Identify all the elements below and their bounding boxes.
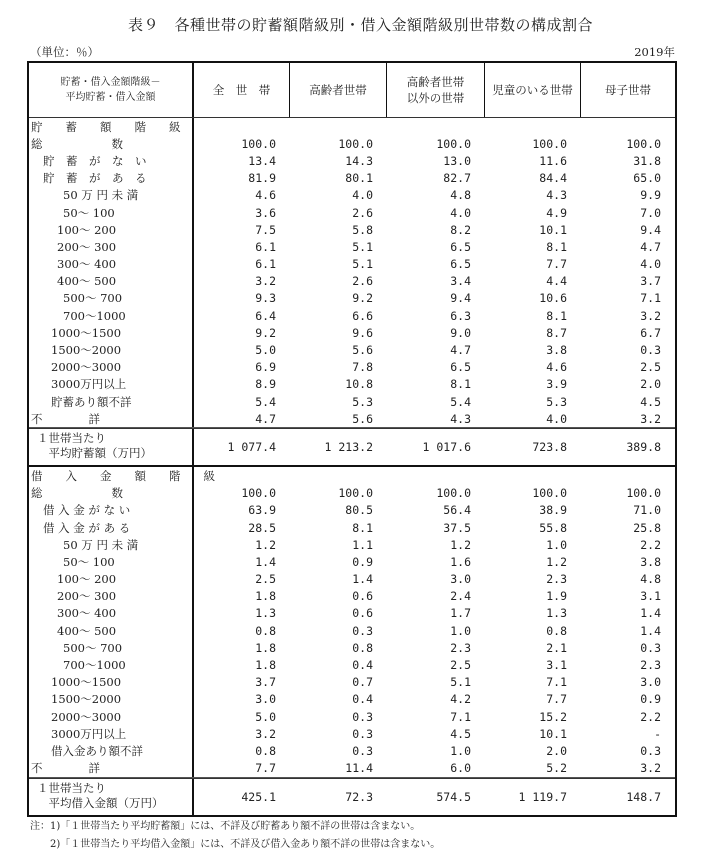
table-row: [29, 238, 675, 255]
section-heading: 借 入 金 額 階 級: [31, 468, 215, 483]
table-row: [29, 519, 675, 536]
table-row: [29, 135, 675, 152]
cell-value: 4.9: [546, 205, 567, 220]
cell-value: 4.5: [450, 726, 471, 741]
table-row: [29, 656, 675, 673]
cell-value: 3.7: [255, 675, 276, 690]
row-label: 400～ 500: [29, 622, 194, 639]
table-row: [29, 307, 675, 324]
table-row: [29, 571, 675, 588]
cell-value: 9.2: [255, 325, 276, 340]
row-label: 3000万円以上: [29, 376, 194, 393]
table-row: [29, 341, 675, 358]
cell-value: 7.7: [255, 761, 276, 776]
row-label: 300～ 400: [29, 605, 194, 622]
row-label: 200～ 300: [29, 238, 194, 255]
footnote-1: 注：1)「１世帯当たり平均貯蓄額」には、不詳及び貯蓄あり額不詳の世帯は含まない。: [30, 821, 421, 832]
cell-value: 81.9: [248, 171, 276, 186]
table-row: [29, 742, 675, 759]
cell-value: 2.2: [640, 709, 661, 724]
table-row: [29, 376, 675, 393]
cell-value: 8.1: [450, 377, 471, 392]
cell-value: 0.9: [352, 554, 373, 569]
row-label: 1000～1500: [29, 674, 194, 691]
average-value: 148.7: [626, 789, 661, 804]
cell-value: 13.4: [248, 153, 276, 168]
section-heading: 貯 蓄 額 階 級: [29, 118, 194, 135]
cell-value: 6.7: [640, 325, 661, 340]
cell-value: 80.5: [345, 503, 373, 518]
cell-value: 3.6: [255, 205, 276, 220]
cell-value: 3.2: [255, 726, 276, 741]
row-label: 借入金あり額不詳: [29, 742, 194, 759]
row-label: 300～ 400: [29, 256, 194, 273]
cell-value: 5.6: [352, 343, 373, 358]
row-header-line1: 貯蓄・借入金額階級－: [60, 77, 161, 88]
table-row: [29, 639, 675, 656]
cell-value: 0.6: [352, 606, 373, 621]
cell-value: 4.7: [450, 343, 471, 358]
cell-value: 10.1: [539, 222, 567, 237]
table-row: [29, 708, 675, 725]
cell-value: 15.2: [539, 709, 567, 724]
cell-value: 5.0: [255, 343, 276, 358]
cell-value: 9.6: [352, 325, 373, 340]
cell-value: 4.5: [640, 394, 661, 409]
table-row: [29, 187, 675, 204]
col-header-label: 児童のいる世帯: [492, 83, 573, 97]
cell-value: 4.7: [640, 239, 661, 254]
cell-value: 1.8: [255, 640, 276, 655]
cell-value: 2.2: [640, 537, 661, 552]
cell-value: 7.7: [546, 257, 567, 272]
cell-value: 4.4: [546, 274, 567, 289]
average-value: 574.5: [436, 789, 471, 804]
table-row: [29, 273, 675, 290]
cell-value: 0.7: [352, 675, 373, 690]
average-value: 1 077.4: [227, 440, 276, 455]
row-label: 1500～2000: [29, 691, 194, 708]
cell-value: 1.7: [450, 606, 471, 621]
cell-value: 0.8: [255, 623, 276, 638]
row-header-line2: 平均貯蓄・借入金額: [65, 92, 156, 103]
footnote-2: 2)「１世帯当たり平均借入金額」には、不詳及び借入金あり額不詳の世帯は含まない。: [50, 839, 441, 850]
cell-value: 1.2: [450, 537, 471, 552]
cell-value: 1.3: [255, 606, 276, 621]
cell-value: 3.2: [640, 761, 661, 776]
cell-value: 3.4: [450, 274, 471, 289]
row-label: 700～1000: [29, 656, 194, 673]
row-label: 2000～3000: [29, 708, 194, 725]
cell-value: 2.5: [450, 658, 471, 673]
cell-value: 7.1: [546, 675, 567, 690]
table-row: [29, 410, 675, 428]
row-label: 200～ 300: [29, 588, 194, 605]
row-label: 貯蓄あり額不詳: [29, 393, 194, 410]
cell-value: 5.0: [255, 709, 276, 724]
cell-value: 5.6: [352, 411, 373, 426]
cell-value: 1.0: [450, 623, 471, 638]
table-row: [29, 359, 675, 376]
average-label: １世帯当たり 平均借入金額（万円）: [29, 779, 194, 815]
row-label: 貯 蓄 が な い: [29, 152, 194, 169]
cell-value: 100.0: [436, 486, 471, 501]
average-row: [29, 428, 675, 465]
cell-value: 3.9: [546, 377, 567, 392]
savings-section: [29, 118, 675, 467]
cell-value: 100.0: [532, 136, 567, 151]
row-label: 貯 蓄 が あ る: [29, 170, 194, 187]
row-label: 700～1000: [29, 307, 194, 324]
row-label: 500～ 700: [29, 639, 194, 656]
cell-value: 3.1: [640, 589, 661, 604]
cell-value: 6.5: [450, 257, 471, 272]
cell-value: 11.4: [345, 761, 373, 776]
row-label: 50 万 円 未 満: [29, 187, 194, 204]
cell-value: 2.3: [450, 640, 471, 655]
cell-value: 0.3: [352, 726, 373, 741]
table-row: [29, 393, 675, 410]
cell-value: 0.8: [352, 640, 373, 655]
row-label: 不 詳: [29, 760, 194, 777]
table-row: [29, 204, 675, 221]
row-label: 2000～3000: [29, 359, 194, 376]
col-header-label: 高齢者世帯: [309, 83, 367, 97]
cell-value: 63.9: [248, 503, 276, 518]
table-row: [29, 290, 675, 307]
cell-value: 10.1: [539, 726, 567, 741]
table-row: [29, 152, 675, 169]
section-heading-row: [29, 467, 675, 484]
average-value: 1 119.7: [518, 789, 567, 804]
average-value: 723.8: [532, 440, 567, 455]
table-row: [29, 170, 675, 187]
table-row: [29, 760, 675, 778]
cell-value: 6.4: [255, 308, 276, 323]
cell-value: 3.0: [450, 572, 471, 587]
table-row: [29, 221, 675, 238]
cell-value: 7.7: [546, 692, 567, 707]
cell-value: 1.8: [255, 589, 276, 604]
cell-value: 6.5: [450, 360, 471, 375]
cell-value: 2.6: [352, 205, 373, 220]
cell-value: 3.1: [546, 658, 567, 673]
cell-value: 13.0: [443, 153, 471, 168]
unit-label: （単位：％）: [30, 45, 99, 59]
cell-value: 25.8: [633, 520, 661, 535]
cell-value: 82.7: [443, 171, 471, 186]
row-label: 総 数: [29, 485, 194, 502]
cell-value: 4.0: [546, 411, 567, 426]
cell-value: 65.0: [633, 171, 661, 186]
cell-value: 9.3: [255, 291, 276, 306]
table-row: [29, 605, 675, 622]
row-label: 借 入 金 が あ る: [29, 519, 194, 536]
cell-value: 4.0: [352, 188, 373, 203]
cell-value: 7.8: [352, 360, 373, 375]
cell-value: 4.2: [450, 692, 471, 707]
footnotes: [30, 818, 440, 854]
cell-value: 1.4: [640, 623, 661, 638]
cell-value: 9.0: [450, 325, 471, 340]
cell-value: 1.2: [546, 554, 567, 569]
cell-value: 8.1: [546, 239, 567, 254]
cell-value: 0.3: [352, 623, 373, 638]
cell-value: 3.0: [640, 675, 661, 690]
borrowings-section: [29, 467, 675, 814]
average-value: 1 017.6: [422, 440, 471, 455]
row-label: 100～ 200: [29, 571, 194, 588]
cell-value: 3.2: [640, 308, 661, 323]
cell-value: 80.1: [345, 171, 373, 186]
cell-value: 6.0: [450, 761, 471, 776]
average-row: [29, 778, 675, 815]
row-label: 400～ 500: [29, 273, 194, 290]
cell-value: 3.8: [546, 343, 567, 358]
col-header-single-mother: [581, 63, 675, 117]
cell-value: 2.0: [640, 377, 661, 392]
cell-value: 5.4: [450, 394, 471, 409]
cell-value: 2.4: [450, 589, 471, 604]
cell-value: 4.6: [546, 360, 567, 375]
cell-value: 3.7: [640, 274, 661, 289]
col-header-all: [194, 63, 290, 117]
cell-value: 28.5: [248, 520, 276, 535]
cell-value: 2.3: [640, 658, 661, 673]
row-label: 不 詳: [29, 410, 194, 427]
cell-value: 8.7: [546, 325, 567, 340]
cell-value: 0.4: [352, 692, 373, 707]
average-value: 1 213.2: [324, 440, 373, 455]
cell-value: 100.0: [626, 486, 661, 501]
cell-value: 31.8: [633, 153, 661, 168]
table-row: [29, 725, 675, 742]
row-label: 500～ 700: [29, 290, 194, 307]
col-header-label: 全 世 帯: [212, 83, 271, 97]
row-label: 100～ 200: [29, 221, 194, 238]
cell-value: 5.3: [352, 394, 373, 409]
cell-value: 4.3: [450, 411, 471, 426]
cell-value: 0.3: [640, 343, 661, 358]
cell-value: 100.0: [436, 136, 471, 151]
table-row: [29, 553, 675, 570]
col-header-non-elderly: [387, 63, 485, 117]
table-row: [29, 691, 675, 708]
cell-value: 55.8: [539, 520, 567, 535]
table-row: [29, 324, 675, 341]
cell-value: 7.5: [255, 222, 276, 237]
average-label: １世帯当たり 平均貯蓄額（万円）: [29, 429, 194, 465]
table-row: [29, 536, 675, 553]
cell-value: 4.0: [450, 205, 471, 220]
cell-value: 5.8: [352, 222, 373, 237]
cell-value: 3.8: [640, 554, 661, 569]
cell-value: 0.4: [352, 658, 373, 673]
cell-value: 8.1: [546, 308, 567, 323]
cell-value: 8.1: [352, 520, 373, 535]
cell-value: 1.0: [546, 537, 567, 552]
cell-value: 84.4: [539, 171, 567, 186]
cell-value: 100.0: [338, 486, 373, 501]
cell-value: 0.8: [546, 623, 567, 638]
cell-value: 4.0: [640, 257, 661, 272]
col-header-elderly: [290, 63, 387, 117]
cell-value: 0.8: [255, 743, 276, 758]
cell-value: 5.1: [352, 239, 373, 254]
cell-value: 8.9: [255, 377, 276, 392]
cell-value: 8.2: [450, 222, 471, 237]
cell-value: 11.6: [539, 153, 567, 168]
cell-value: 3.2: [640, 411, 661, 426]
cell-value: 9.4: [450, 291, 471, 306]
cell-value: 7.1: [640, 291, 661, 306]
cell-value: 71.0: [633, 503, 661, 518]
cell-value: 100.0: [241, 136, 276, 151]
cell-value: 14.3: [345, 153, 373, 168]
cell-value: 3.2: [255, 274, 276, 289]
cell-value: 2.3: [546, 572, 567, 587]
cell-value: 100.0: [626, 136, 661, 151]
year-label: 2019年: [634, 45, 675, 59]
cell-value: 2.5: [255, 572, 276, 587]
cell-value: 4.7: [255, 411, 276, 426]
col-header-label: 母子世帯: [605, 83, 651, 97]
cell-value: 2.1: [546, 640, 567, 655]
cell-value: 1.4: [352, 572, 373, 587]
row-header-cell: [29, 63, 194, 117]
table-row: [29, 622, 675, 639]
cell-value: 100.0: [532, 486, 567, 501]
cell-value: -: [654, 726, 661, 741]
cell-value: 4.3: [546, 188, 567, 203]
cell-value: 7.0: [640, 205, 661, 220]
cell-value: 0.3: [352, 709, 373, 724]
cell-value: 10.6: [539, 291, 567, 306]
row-label: 50～ 100: [29, 204, 194, 221]
cell-value: 56.4: [443, 503, 471, 518]
table-row: [29, 588, 675, 605]
col-header-with-children: [485, 63, 581, 117]
cell-value: 5.3: [546, 394, 567, 409]
cell-value: 1.3: [546, 606, 567, 621]
cell-value: 7.1: [450, 709, 471, 724]
average-value: 72.3: [345, 789, 373, 804]
cell-value: 6.5: [450, 239, 471, 254]
row-label: 50～ 100: [29, 553, 194, 570]
cell-value: 6.9: [255, 360, 276, 375]
cell-value: 1.8: [255, 658, 276, 673]
average-value: 425.1: [241, 789, 276, 804]
cell-value: 9.2: [352, 291, 373, 306]
table-row: [29, 502, 675, 519]
table-row: [29, 256, 675, 273]
cell-value: 2.0: [546, 743, 567, 758]
table-header: [29, 63, 675, 118]
row-label: 1500～2000: [29, 341, 194, 358]
cell-value: 1.0: [450, 743, 471, 758]
cell-value: 2.6: [352, 274, 373, 289]
row-label: 総 数: [29, 135, 194, 152]
cell-value: 1.1: [352, 537, 373, 552]
cell-value: 3.0: [255, 692, 276, 707]
table-row: [29, 674, 675, 691]
cell-value: 9.4: [640, 222, 661, 237]
row-label: 借 入 金 が な い: [29, 502, 194, 519]
cell-value: 4.8: [640, 572, 661, 587]
cell-value: 0.3: [640, 743, 661, 758]
cell-value: 1.4: [255, 554, 276, 569]
average-value: 389.8: [626, 440, 661, 455]
cell-value: 100.0: [241, 486, 276, 501]
cell-value: 5.2: [546, 761, 567, 776]
cell-value: 6.1: [255, 257, 276, 272]
col-header-label: 高齢者世帯: [406, 75, 465, 89]
cell-value: 6.3: [450, 308, 471, 323]
table-row: [29, 485, 675, 502]
cell-value: 38.9: [539, 503, 567, 518]
section-heading-row: [29, 118, 675, 135]
cell-value: 37.5: [443, 520, 471, 535]
row-label: 50 万 円 未 満: [29, 536, 194, 553]
cell-value: 0.6: [352, 589, 373, 604]
cell-value: 100.0: [338, 136, 373, 151]
cell-value: 6.6: [352, 308, 373, 323]
cell-value: 1.9: [546, 589, 567, 604]
cell-value: 5.1: [352, 257, 373, 272]
row-label: 1000～1500: [29, 324, 194, 341]
cell-value: 5.4: [255, 394, 276, 409]
cell-value: 9.9: [640, 188, 661, 203]
cell-value: 4.6: [255, 188, 276, 203]
cell-value: 10.8: [345, 377, 373, 392]
cell-value: 1.4: [640, 606, 661, 621]
cell-value: 4.8: [450, 188, 471, 203]
data-table: [27, 61, 677, 817]
cell-value: 5.1: [450, 675, 471, 690]
cell-value: 0.9: [640, 692, 661, 707]
cell-value: 2.5: [640, 360, 661, 375]
cell-value: 6.1: [255, 239, 276, 254]
cell-value: 1.6: [450, 554, 471, 569]
row-label: 3000万円以上: [29, 725, 194, 742]
cell-value: 0.3: [352, 743, 373, 758]
table-title: 表９ 各種世帯の貯蓄額階級別・借入金額階級別世帯数の構成割合: [127, 16, 593, 34]
cell-value: 0.3: [640, 640, 661, 655]
col-header-label-line2: 以外の世帯: [406, 91, 465, 105]
cell-value: 1.2: [255, 537, 276, 552]
